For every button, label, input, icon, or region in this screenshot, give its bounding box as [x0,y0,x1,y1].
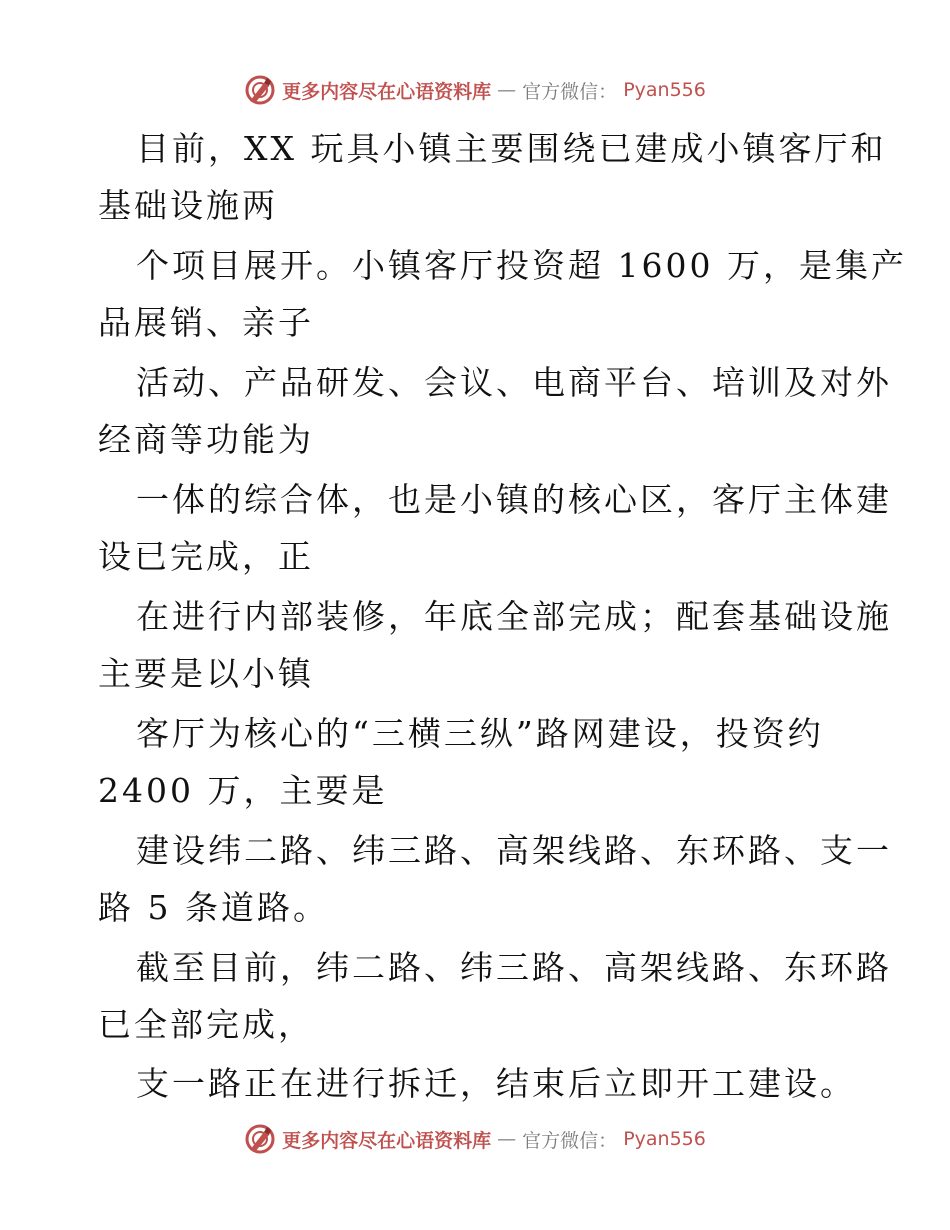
text-line: 品展销、亲子 [98,303,314,342]
watermark-dash: — [497,79,517,101]
text-line: 活动、产品研发、会议、电商平台、培训及对外 [136,363,892,402]
text-line: 主要是以小镇 [98,654,314,693]
text-line: 经商等功能为 [98,420,314,459]
text-line: 截至目前，纬二路、纬三路、高架线路、东环路 [136,948,892,987]
text-line: 基础设施两 [98,186,278,225]
text-line: 已全部完成， [98,1005,314,1044]
watermark-wechat-id: Pyan556 [623,79,706,101]
footer-watermark [0,1121,950,1157]
watermark-main-text: 更多内容尽在心语资料库 [282,80,492,103]
text-line: 支一路正在进行拆迁，结束后立即开工建设。 [136,1064,856,1103]
watermark-dash: — [497,1128,517,1150]
text-line: 目前，XX 玩具小镇主要围绕已建成小镇客厅和 [136,129,887,168]
watermark-main-text: 更多内容尽在心语资料库 [282,1129,492,1152]
text-line: 在进行内部装修，年底全部完成；配套基础设施 [136,597,892,636]
header-watermark [0,72,950,108]
text-line: 建设纬二路、纬三路、高架线路、东环路、支一 [136,831,892,870]
pen-logo-icon [244,74,276,106]
watermark-label: 官方微信： [522,80,618,103]
pen-logo-icon [244,1123,276,1155]
watermark-label: 官方微信： [522,1129,618,1152]
text-line: 一体的综合体，也是小镇的核心区，客厅主体建 [136,480,892,519]
text-line: 个项目展开。小镇客厅投资超 1600 万，是集产 [136,246,907,285]
watermark-wechat-id: Pyan556 [623,1128,706,1150]
text-line: 客厅为核心的“三横三纵”路网建设，投资约 [136,714,824,753]
text-line: 路 5 条道路。 [98,888,329,927]
text-line: 设已完成，正 [98,537,314,576]
text-line: 2400 万，主要是 [98,771,388,810]
